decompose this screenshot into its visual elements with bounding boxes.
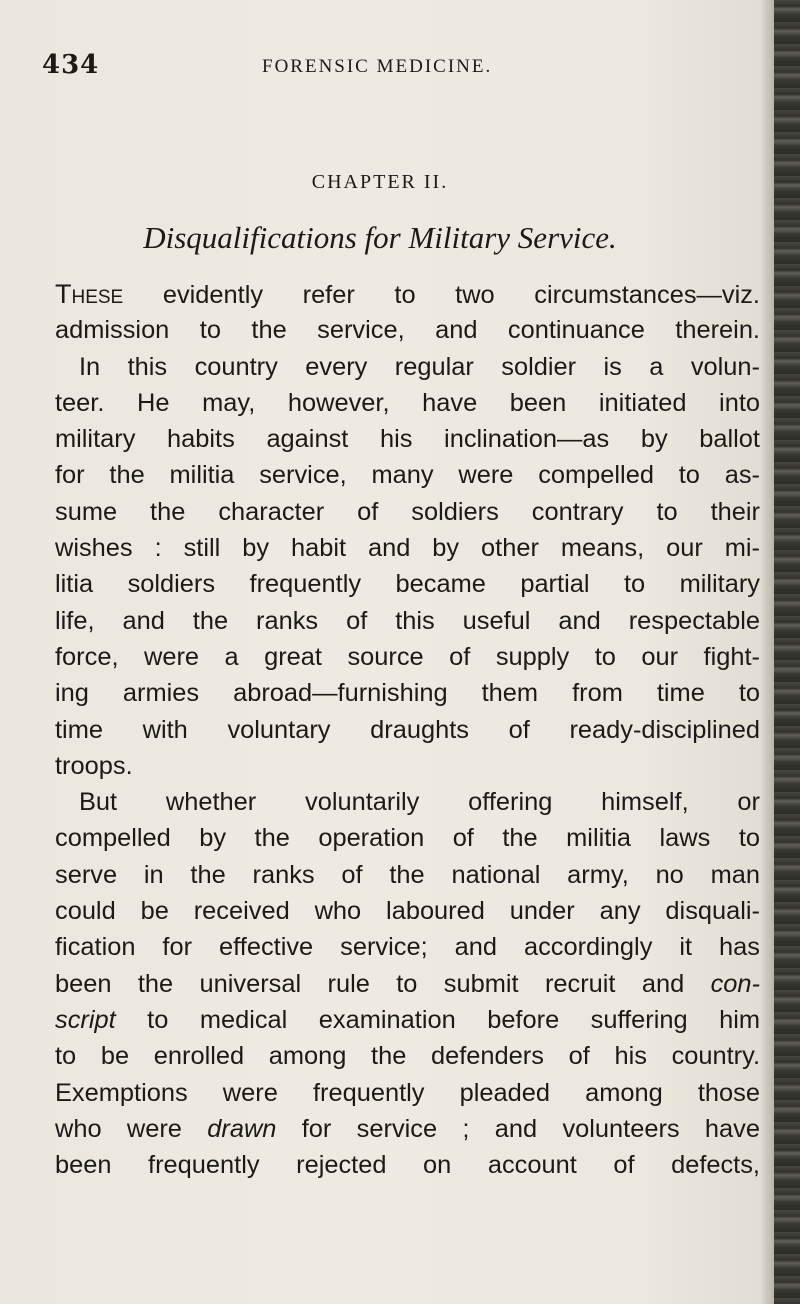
text-line: In this country every regular soldier is a volun- [79,352,760,381]
text-line: sume the character of soldiers contrary to their [55,497,760,526]
running-title: FORENSIC MEDICINE. [262,56,493,77]
text-line: been frequently rejected on account of defects, [55,1151,760,1180]
text-line: These evidently refer to two circumstances—viz. [55,279,760,309]
text-line: script to medical examination before suffering him [55,1005,760,1034]
text-line: Exemptions were frequently pleaded among those [55,1078,760,1107]
text-line: who were drawn for service ; and volunteers have [55,1114,760,1143]
text-line: life, and the ranks of this useful and respectable [55,606,760,635]
text-line: teer. He may, however, have been initiated into [55,388,760,417]
page-edge-shadow [760,0,774,1304]
body-text [55,276,760,1183]
book-spine-edge [774,0,800,1304]
text-line: litia soldiers frequently became partial to military [55,570,760,599]
text-line: been the universal rule to submit recruit and con- [55,969,760,998]
italic-word: drawn [207,1114,277,1143]
text-line: could be received who laboured under any disquali- [55,897,760,926]
italic-word: script [55,1005,116,1034]
text-line: admission to the service, and continuance therein. [55,316,760,345]
text-line: time with voluntary draughts of ready-disciplined [55,715,760,744]
section-title: Disqualifications for Military Service. [143,220,617,255]
chapter-heading: CHAPTER II. [311,171,449,193]
text-line: troops. [55,751,133,780]
lead-word: These [55,279,124,309]
text-line: fication for effective service; and accordingly it has [55,933,760,962]
text-line: to be enrolled among the defenders of his country. [55,1042,760,1071]
text-line: for the militia service, many were compelled to as- [55,461,760,490]
text-line: force, were a great source of supply to our fight- [55,642,760,671]
text-line: ing armies abroad—furnishing them from time to [55,679,760,708]
text-line: serve in the ranks of the national army, no man [55,860,760,889]
running-header [42,50,762,90]
text-line: compelled by the operation of the militia laws to [55,824,760,853]
page-number: 434 [42,50,100,80]
italic-word: con- [710,969,760,998]
text-line: wishes : still by habit and by other means, our mi- [55,534,760,563]
text-line: military habits against his inclination—as by ballot [55,425,760,454]
text-line: But whether voluntarily offering himself, or [79,788,760,817]
